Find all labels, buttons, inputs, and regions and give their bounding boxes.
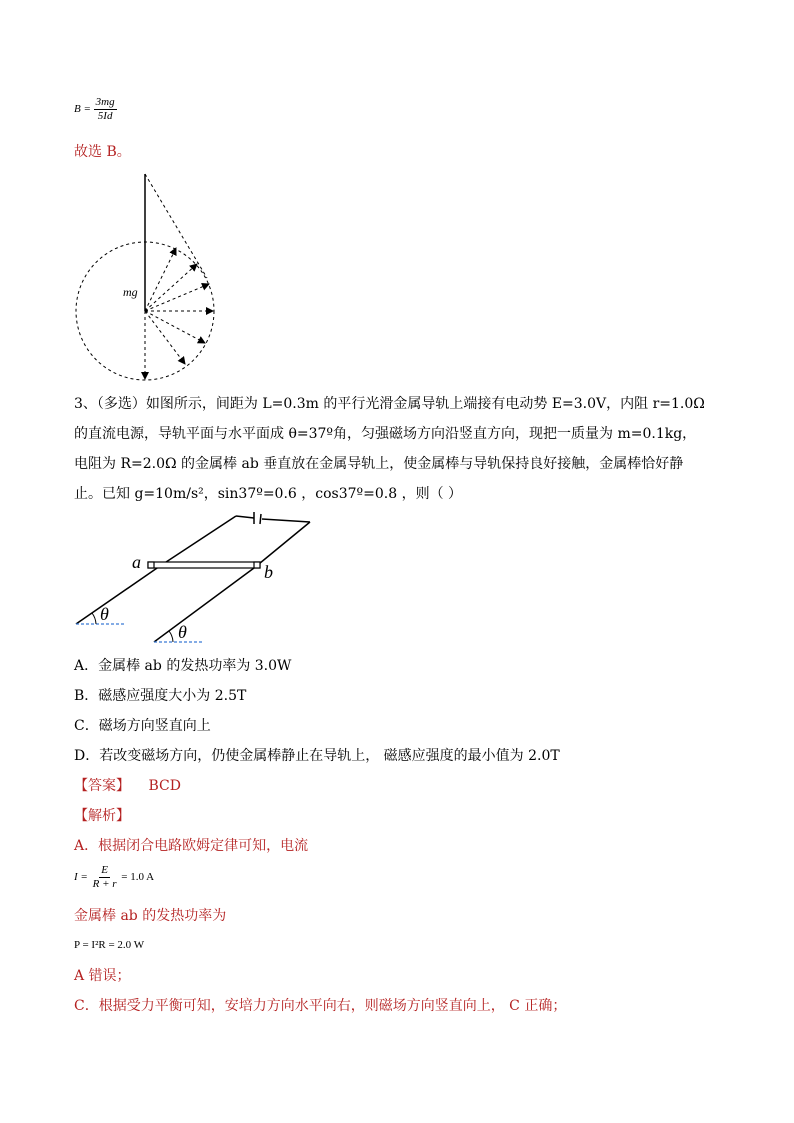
analysis-label: 【解析】 xyxy=(74,808,130,824)
question-line-2: 的直流电源，导轨平面与水平面成 θ=37º角，匀强磁场方向沿竖直方向，现把一质量为 m=0.1kg， xyxy=(74,426,697,442)
formula-b-denominator: 5Id xyxy=(97,110,113,122)
tangent-line xyxy=(145,174,207,278)
formula-i xyxy=(74,864,154,891)
fan-arrow xyxy=(145,284,209,311)
angle-arc xyxy=(92,613,96,624)
top-wire xyxy=(262,519,310,522)
label-a: a xyxy=(132,552,141,572)
fan-arrow xyxy=(145,311,205,343)
formula-i-fraction xyxy=(91,864,119,891)
fan-arrow xyxy=(145,311,185,364)
question-line-4: 止。已知 g=10m/s²，sin37º=0.6 ，cos37º=0.8 ，则（ ） xyxy=(74,486,463,502)
formula-b-lhs: B = xyxy=(74,103,91,116)
question-line-3: 电阻为 R=2.0Ω 的金属棒 ab 垂直放在金属导轨上，使金属棒与导轨保持良好接触，金属棒恰好静 xyxy=(74,456,684,472)
option-b: B．磁感应强度大小为 2.5T xyxy=(74,688,247,704)
question-line-1: 3、（多选）如图所示，间距为 L=0.3m 的平行光滑金属导轨上端接有电动势 E=3.0V，内阻 r=1.0Ω xyxy=(74,396,705,412)
formula-p: P = I²R = 2.0 W xyxy=(74,939,145,951)
mg-label: mg xyxy=(123,285,138,299)
metal-rod xyxy=(148,562,260,568)
top-wire xyxy=(236,516,254,518)
a-wrong-text: A 错误； xyxy=(74,968,131,984)
formula-i-numerator: E xyxy=(101,864,108,876)
option-a: A．金属棒 ab 的发热功率为 3.0W xyxy=(74,658,292,674)
formula-i-rhs: = 1.0 A xyxy=(121,871,155,884)
option-d: D．若改变磁场方向，仍使金属棒静止在导轨上， 磁感应强度的最小值为 2.0T xyxy=(74,748,560,764)
theta-2: θ xyxy=(178,622,187,642)
formula-b-fraction xyxy=(94,96,117,123)
rails-figure xyxy=(70,512,320,648)
angle-arc xyxy=(169,631,173,642)
left-rail xyxy=(76,566,160,624)
fan-arrow xyxy=(145,248,176,311)
analysis-a: A．根据闭合电路欧姆定律可知，电流 xyxy=(74,838,309,854)
battery-plate xyxy=(260,514,261,524)
answer-label: 【答案】 xyxy=(74,778,130,794)
analysis-c: C．根据受力平衡可知，安培力方向水平向右，则磁场方向竖直向上， C 正确； xyxy=(74,998,567,1014)
fan-arrow xyxy=(145,264,197,311)
option-c: C．磁场方向竖直向上 xyxy=(74,718,211,734)
formula-i-lhs: I = xyxy=(74,871,88,884)
right-rail xyxy=(154,568,254,642)
theta-1: θ xyxy=(100,604,109,624)
force-circle-figure xyxy=(70,168,230,388)
label-b: b xyxy=(264,562,273,582)
formula-b-numerator: 3mg xyxy=(95,96,115,108)
right-rail-top xyxy=(254,522,310,568)
formula-b xyxy=(74,96,117,123)
rod-end-b xyxy=(254,562,260,568)
answer-value: BCD xyxy=(148,778,181,794)
answer-line xyxy=(74,776,181,796)
formula-i-denominator: R + r xyxy=(92,878,117,890)
rod-end-a xyxy=(148,562,154,568)
power-text: 金属棒 ab 的发热功率为 xyxy=(74,908,227,924)
left-rail-top xyxy=(160,516,236,566)
choose-b-text: 故选 B。 xyxy=(74,144,131,160)
